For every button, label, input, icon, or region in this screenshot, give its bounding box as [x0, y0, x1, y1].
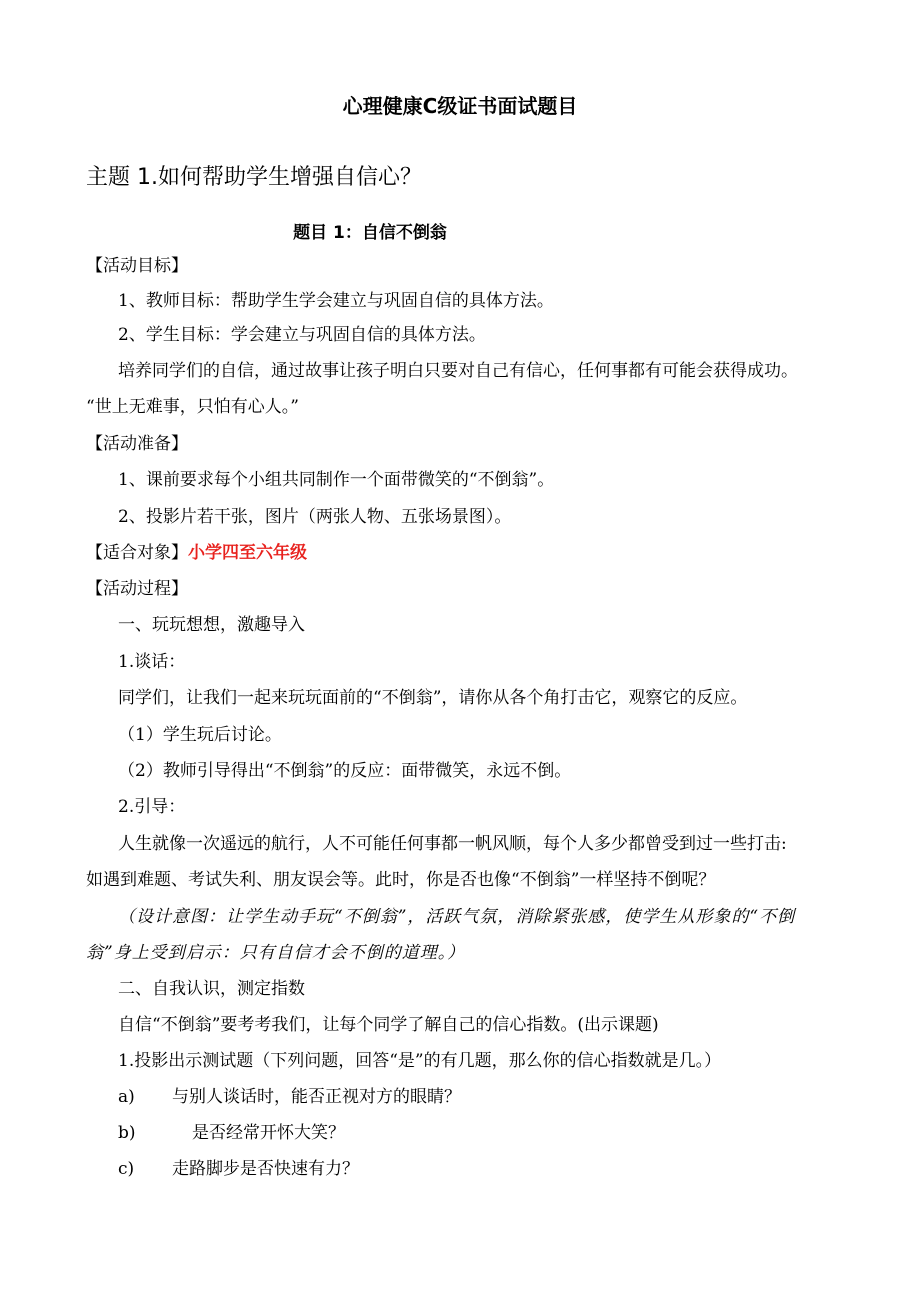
- preparation-heading: 【活动准备】: [86, 434, 188, 454]
- talk-label: 1.谈话：: [118, 652, 186, 672]
- document-title: 心理健康C级证书面试题目: [342, 94, 578, 118]
- talk-sub-2: （2）教师引导得出“不倒翁”的反应：面带微笑，永远不倒。: [118, 761, 572, 781]
- goals-item-1: 1、教师目标：帮助学生学会建立与巩固自信的具体方法。: [118, 291, 554, 311]
- goals-heading: 【活动目标】: [86, 256, 188, 276]
- guide-label: 2.引导：: [118, 797, 186, 817]
- question-text: 与别人谈话时，能否正视对方的眼睛？: [172, 1087, 461, 1107]
- audience-line: [86, 542, 307, 564]
- talk-text: 同学们，让我们一起来玩玩面前的“不倒翁”，请你从各个角打击它，观察它的反应。: [118, 688, 748, 708]
- test-intro: 1.投影出示测试题（下列问题，回答“是”的有几题，那么你的信心指数就是几。）: [118, 1051, 722, 1071]
- talk-sub-1: （1）学生玩后讨论。: [118, 725, 282, 745]
- preparation-item-1: 1、课前要求每个小组共同制作一个面带微笑的“不倒翁”。: [118, 470, 555, 490]
- step-2-intro: 自信“不倒翁”要考考我们，让每个同学了解自己的信心指数。(出示课题): [118, 1015, 659, 1035]
- process-step-1-title: 一、玩玩想想，激趣导入: [118, 615, 305, 635]
- guide-line-1: 人生就像一次遥远的航行，人不可能任何事都一帆风顺，每个人多少都曾受到过一些打击:: [118, 834, 787, 854]
- topic-title: 题目 1：自信不倒翁: [293, 223, 447, 243]
- process-step-2-title: 二、自我认识，测定指数: [118, 979, 305, 999]
- process-heading: 【活动过程】: [86, 579, 188, 599]
- audience-value: 小学四至六年级: [188, 543, 307, 563]
- design-intent-line-2: 翁”身上受到启示：只有自信才会不倒的道理。）: [86, 943, 466, 963]
- question-item: [118, 1122, 345, 1144]
- question-label: a): [118, 1087, 135, 1107]
- question-item: [118, 1158, 359, 1180]
- theme-heading: 主题 1.如何帮助学生增强自信心？: [86, 165, 422, 190]
- preparation-item-2: 2、投影片若干张，图片（两张人物、五张场景图）。: [118, 507, 512, 527]
- goals-item-2: 2、学生目标：学会建立与巩固自信的具体方法。: [118, 325, 486, 345]
- goals-paragraph-line-1: 培养同学们的自信，通过故事让孩子明白只要对自己有信心，任何事都有可能会获得成功。: [118, 361, 798, 381]
- question-text: 走路脚步是否快速有力？: [172, 1159, 359, 1179]
- goals-paragraph-line-2: “世上无难事，只怕有心人。”: [86, 397, 299, 417]
- question-text: 是否经常开怀大笑？: [192, 1123, 345, 1143]
- guide-line-2: 如遇到难题、考试失利、朋友误会等。此时，你是否也像“不倒翁”一样坚持不倒呢？: [86, 870, 716, 890]
- audience-label: 【适合对象】: [86, 543, 188, 563]
- question-item: [118, 1086, 461, 1108]
- design-intent-line-1: （设计意图：让学生动手玩“不倒翁”，活跃气氛，消除紧张感，使学生从形象的“不倒: [118, 907, 796, 927]
- question-label: b): [118, 1123, 136, 1143]
- question-label: c): [118, 1159, 135, 1179]
